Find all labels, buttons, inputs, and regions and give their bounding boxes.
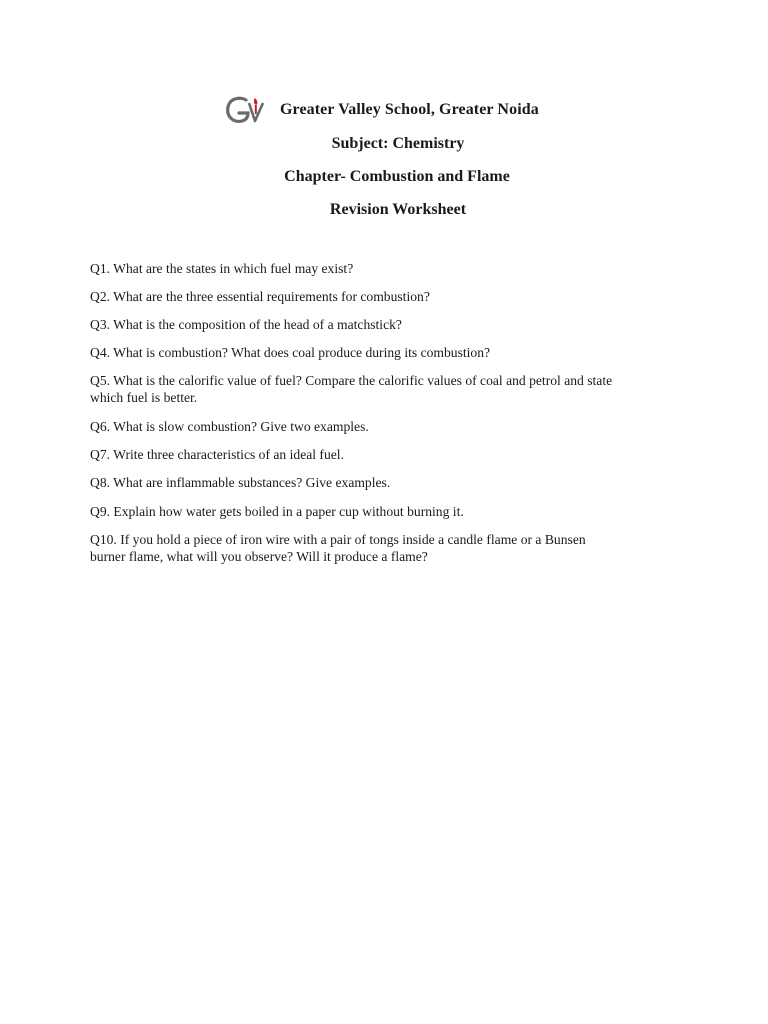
question-q2: Q2. What are the three essential requirements for combustion? <box>90 289 430 304</box>
school-line <box>224 92 539 128</box>
question-q3: Q3. What is the composition of the head of a matchstick? <box>90 317 402 332</box>
question-q10 <box>90 531 690 565</box>
question-q9: Q9. Explain how water gets boiled in a paper cup without burning it. <box>90 504 464 519</box>
question-q6: Q6. What is slow combustion? Give two examples. <box>90 419 369 434</box>
question-q1: Q1. What are the states in which fuel may exist? <box>90 261 354 276</box>
question-q10-line2: burner flame, what will you observe? Will it produce a flame? <box>90 549 428 564</box>
question-q5-line2: which fuel is better. <box>90 390 198 405</box>
question-q10-line1: Q10. If you hold a piece of iron wire with a pair of tongs inside a candle flame or a Bunsen <box>90 532 586 547</box>
question-q5 <box>90 372 690 406</box>
subject-heading: Subject: Chemistry <box>331 135 465 152</box>
chapter-heading: Chapter- Combustion and Flame <box>284 168 510 185</box>
school-name: Greater Valley School, Greater Noida <box>280 101 539 118</box>
question-q7: Q7. Write three characteristics of an ideal fuel. <box>90 447 344 462</box>
question-q8: Q8. What are inflammable substances? Give examples. <box>90 475 391 490</box>
gvs-logo-icon <box>224 94 266 126</box>
worksheet-title: Revision Worksheet <box>329 201 467 218</box>
question-q4: Q4. What is combustion? What does coal produce during its combustion? <box>90 345 491 360</box>
question-q5-line1: Q5. What is the calorific value of fuel? Compare the calorific values of coal and petrol and state <box>90 373 613 388</box>
